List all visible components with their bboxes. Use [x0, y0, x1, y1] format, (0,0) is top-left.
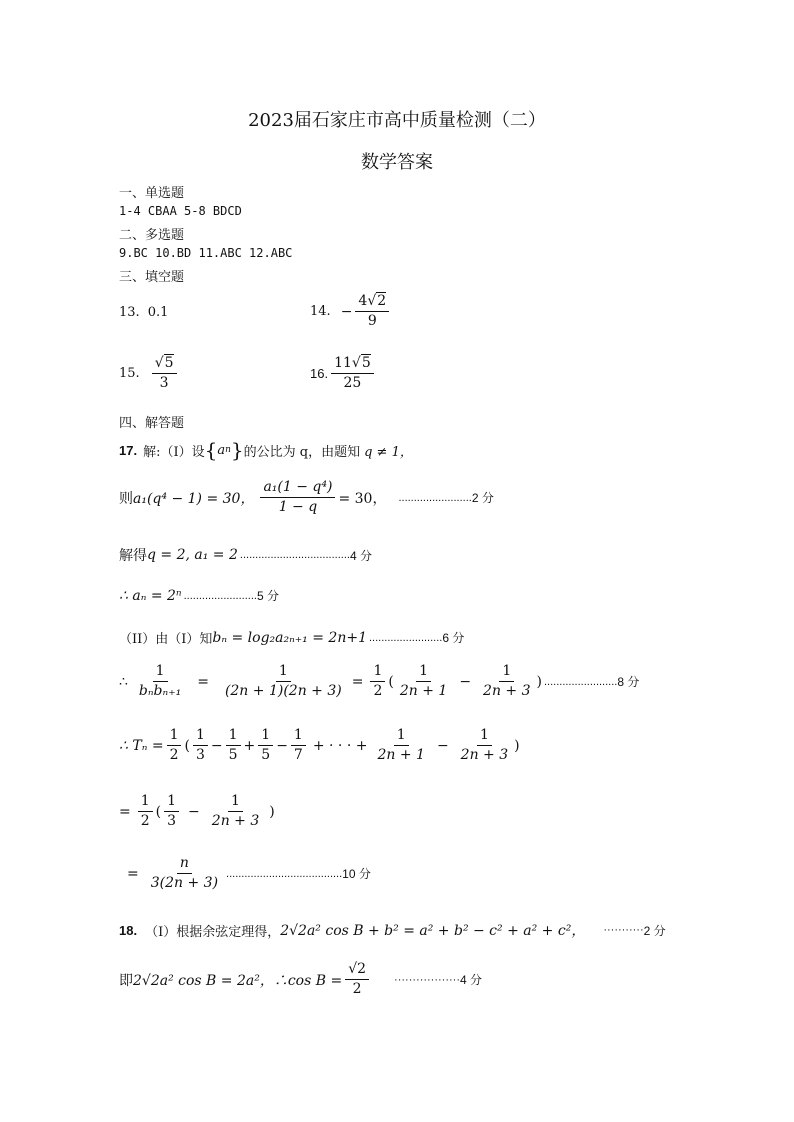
q17-l6-f1-den: bₙbₙ₊₁: [138, 683, 182, 700]
q17-l7-t4-num: 1: [291, 728, 306, 746]
brace-open: {: [204, 438, 218, 462]
q17-l9-score: 10 分: [342, 867, 371, 882]
multi-choice-answers: 9.BC 10.BD 11.ABC 12.ABC: [119, 246, 293, 260]
q17-l6-frac2: [222, 664, 345, 700]
q17-l6-f3-den: 2n + 1: [399, 683, 448, 700]
q14-answer: [310, 294, 392, 330]
q14-num-coef: 4: [358, 293, 368, 309]
q17-l8-half: [138, 794, 153, 830]
q17-l7-m1: −: [210, 737, 223, 754]
q17-l8-open: (: [155, 803, 162, 820]
q17-l7-t2: [226, 728, 241, 764]
q18-l2-num: √2: [345, 962, 369, 980]
q13-value: 0.1: [147, 305, 169, 320]
q14-fraction: $\frac{4√2}{9}$: [355, 294, 389, 330]
q18-l2-prefix: 即: [119, 972, 133, 989]
q17-l7-t5: [374, 728, 427, 764]
q17-l6-close: ): [536, 673, 542, 690]
q17-l7-half: [167, 728, 182, 764]
q17-l6-frac1: [136, 664, 184, 700]
q18-l1-eq: 2√2a² cos B + b² = a² + b² − c² + a² + c²，: [280, 923, 586, 939]
q17-l7-t1-num: 1: [193, 728, 208, 746]
q17-l5-dots: ........................: [368, 631, 443, 644]
q16-den: 25: [343, 375, 362, 392]
q17-l5-score: 6 分: [442, 631, 465, 645]
page-subtitle: 数学答案: [361, 152, 433, 173]
q17-l7-t2-den: 5: [228, 747, 238, 764]
q17-line-3: [119, 545, 372, 565]
q17-l8-t2-den: 2n + 3: [211, 813, 260, 830]
q17-l6-f2-den: (2n + 1)(2n + 3): [224, 683, 342, 700]
q15-answer: [119, 356, 180, 392]
q18-l2-frac: [345, 962, 369, 998]
q15-fraction: $\frac{√5}{3}$: [152, 356, 177, 392]
q17-l9-eq: =: [127, 865, 139, 882]
q17-l7-t5-den: 2n + 1: [377, 747, 425, 764]
q17-l9-num: n: [177, 856, 192, 874]
section-multi-choice: 二、多选题: [119, 228, 185, 243]
q17-l5-text: （II）由（I）知: [119, 632, 213, 647]
q17-l7-m3: −: [436, 737, 449, 754]
q17-l6-f1-num: 1: [153, 664, 168, 682]
q18-line-1: [119, 920, 666, 940]
q18-l1-text: （I）根据余弦定理得，: [145, 924, 281, 940]
q17-l6-therefore: ∴: [119, 673, 128, 690]
section-solutions: 四、解答题: [119, 416, 185, 431]
q17-l6-eq: =: [197, 673, 209, 690]
q17-l6-half-den: 2: [373, 683, 383, 700]
q18-l2-den: 2: [352, 981, 362, 998]
q17-l7-lhs: ∴ Tₙ =: [119, 737, 164, 754]
q17-l6-minus: −: [459, 673, 472, 690]
q15-den: 3: [159, 375, 169, 392]
single-choice-answers: 1-4 CBAA 5-8 BDCD: [119, 204, 242, 218]
q14-label: 14.: [310, 304, 331, 320]
q17-l8-t2-num: 1: [228, 794, 243, 812]
q17-l7-p1: +: [243, 737, 256, 754]
q17-l2-frac-den: 1 − q: [278, 499, 318, 516]
q17-line-5: [119, 628, 464, 647]
q17-l9-den: 3(2n + 3): [150, 875, 219, 892]
q14-den: 9: [367, 313, 377, 330]
q17-l6-score: 8 分: [617, 675, 640, 690]
q17-l1-seq: a: [217, 442, 226, 458]
q18-l2-eq: 2√2a² cos B = 2a²，∴cos B =: [133, 972, 343, 989]
q14-num-rad: 2: [377, 293, 387, 309]
q17-l4-dots: ........................: [183, 589, 257, 602]
q17-l3-score: 4 分: [349, 548, 372, 563]
q13-label: 13.: [119, 305, 140, 320]
q17-l8-eq: =: [119, 803, 131, 820]
q17-line-7: [119, 728, 520, 764]
q17-l2-fraction: [260, 480, 335, 516]
q17-l7-t2-num: 1: [226, 728, 241, 746]
q17-label: 17.: [119, 442, 138, 458]
q16-num-rad: 5: [361, 355, 371, 371]
q17-l7-t3-num: 1: [258, 728, 273, 746]
q17-l8-close: ): [269, 803, 275, 820]
q17-l6-f4-den: 2n + 3: [483, 683, 531, 700]
q17-l7-t6-den: 2n + 3: [460, 747, 509, 764]
q17-l7-t4-den: 7: [293, 747, 303, 764]
q16-label: 16.: [310, 366, 329, 382]
q17-l6-half-num: 1: [370, 664, 385, 682]
q17-l6-open: (: [388, 673, 394, 690]
q17-l6-f3-num: 1: [416, 664, 431, 682]
q17-l5-eq: bₙ = log₂a₂ₙ₊₁ = 2n+1: [212, 629, 367, 646]
q17-l7-half-den: 2: [169, 747, 179, 764]
section-single-choice: 一、单选题: [119, 186, 185, 201]
q17-l2-dots: ........................: [398, 491, 472, 504]
q18-line-2: [119, 962, 482, 998]
q17-l3-eq: q = 2, a₁ = 2: [147, 547, 238, 563]
q17-l6-half: [370, 664, 385, 700]
q14-sign: −: [340, 303, 353, 320]
q17-l7-ellipsis: + · · · +: [312, 737, 368, 754]
q17-line-9: [127, 856, 371, 892]
q17-l7-t1: [193, 728, 208, 764]
q17-line-2: [119, 480, 494, 516]
brace-close: }: [230, 438, 244, 462]
q15-num-rad: 5: [164, 355, 174, 371]
q17-l7-m2: −: [276, 737, 288, 754]
q16-num-coef: 11: [334, 355, 352, 371]
q17-l7-t5-num: 1: [394, 728, 409, 746]
q17-l7-t1-den: 3: [195, 747, 205, 764]
q17-l8-t1-den: 3: [167, 813, 177, 830]
q17-l1-text-a: 解:（I）设: [143, 444, 205, 460]
q17-l7-t6-num: 1: [477, 728, 492, 746]
q17-l8-t2: [209, 794, 262, 830]
q17-l6-frac4: [480, 664, 533, 700]
q17-l8-half-num: 1: [138, 794, 153, 812]
q17-l7-t6: [458, 728, 511, 764]
q17-l7-half-num: 1: [167, 728, 182, 746]
q17-l9-dots: ......................................: [226, 867, 343, 880]
q17-l3-prefix: 解得: [119, 548, 147, 564]
q17-l1-cond: q ≠ 1，: [364, 444, 413, 460]
q17-l8-minus: −: [188, 803, 200, 820]
q17-l3-dots: ....................................: [239, 549, 350, 561]
q17-l6-frac3: [397, 664, 450, 700]
q17-l1-seq-sub: n: [225, 445, 231, 455]
q17-l8-t1-num: 1: [164, 794, 179, 812]
q17-line-8: [119, 794, 275, 830]
q17-l6-eq2: =: [351, 673, 364, 690]
q17-l7-t3: [258, 728, 273, 764]
q17-l2-frac-num: a₁(1 − q⁴): [260, 480, 335, 498]
q17-l9-frac: [148, 856, 221, 892]
q17-l2-eq2: = 30，: [338, 490, 387, 507]
q17-l6-f4-num: 1: [499, 664, 514, 682]
q13-answer: [119, 305, 168, 320]
section-fill-blank: 三、填空题: [119, 270, 185, 285]
q17-l2-score: 2 分: [471, 491, 494, 506]
q17-l7-close: ): [514, 737, 520, 754]
q17-l7-t3-den: 5: [261, 747, 271, 764]
page-title: 2023届石家庄市高中质量检测（二）: [248, 110, 546, 131]
q17-l7-open: (: [184, 737, 190, 754]
q18-l1-dots: ···········: [603, 924, 644, 936]
q17-l6-dots: ........................: [543, 675, 618, 688]
q18-label: 18.: [119, 922, 138, 938]
q17-line-4: [119, 587, 279, 604]
q17-l2-eq1: a₁(q⁴ − 1) = 30，: [133, 490, 255, 507]
q17-l2-prefix: 则: [119, 490, 133, 507]
q17-l7-t4: [291, 728, 306, 764]
q17-line-6: [119, 664, 639, 700]
q18-l2-score: 4 分: [459, 973, 482, 988]
q15-label: 15.: [119, 366, 140, 382]
q17-l4-score: 5 分: [256, 589, 279, 603]
q17-l8-t1: [164, 794, 179, 830]
q17-l4-eq: ∴ aₙ = 2ⁿ: [119, 587, 182, 604]
q17-line-1: [119, 440, 413, 460]
q16-fraction: $\frac{11√5}{25}$: [331, 356, 374, 392]
q16-answer: [310, 356, 377, 392]
q17-l1-text-b: 的公比为 q，由题知: [243, 444, 361, 460]
q18-l2-dots: ··················: [394, 973, 460, 986]
q17-l6-f2-num: 1: [276, 664, 291, 682]
q18-l1-score: 2 分: [643, 923, 666, 938]
q17-l8-half-den: 2: [140, 813, 150, 830]
